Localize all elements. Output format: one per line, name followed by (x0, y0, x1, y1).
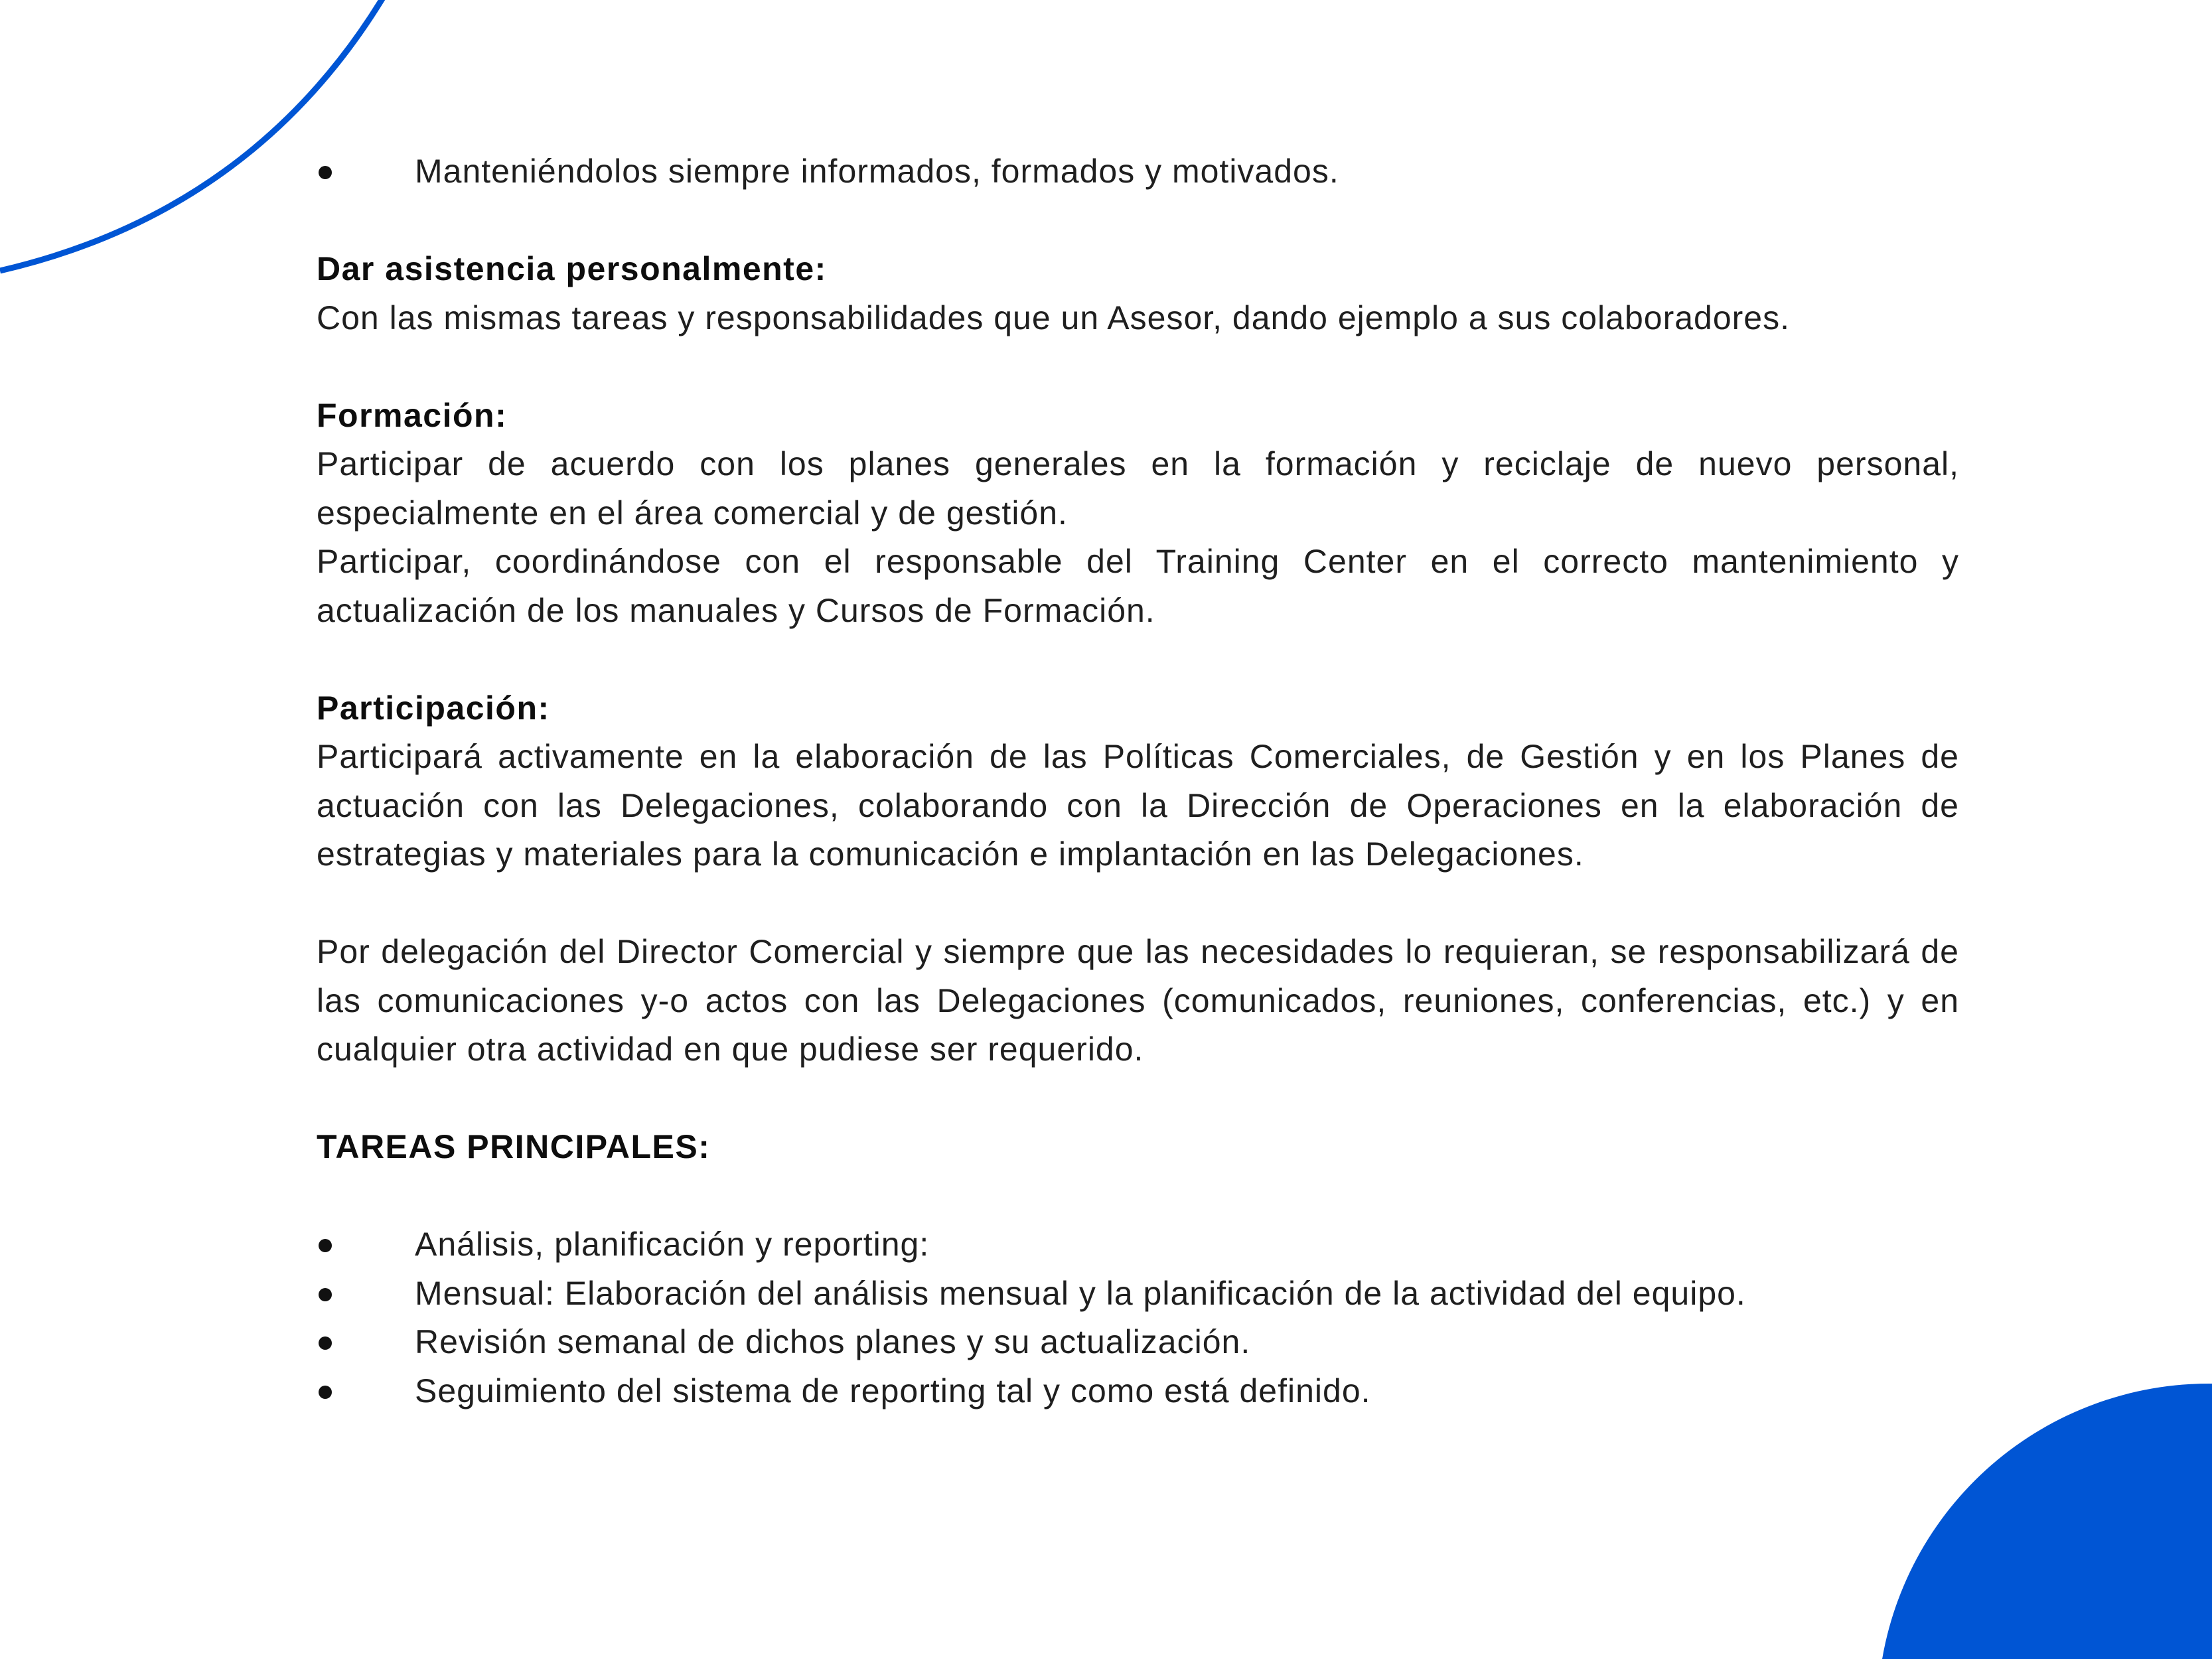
list-item (317, 1220, 1959, 1269)
bullet-icon (319, 1336, 332, 1350)
bullet-icon (319, 166, 332, 179)
bullet-icon (319, 1288, 332, 1301)
list-item (317, 1269, 1959, 1319)
bottom-right-circle (1880, 1384, 2212, 1659)
list-item-text: Análisis, planificación y reporting: (415, 1226, 930, 1263)
list-item-text: Manteniéndolos siempre informados, formados y motivados. (415, 153, 1339, 190)
section-heading: TAREAS PRINCIPALES: (317, 1128, 711, 1165)
tareas-bullet-list (317, 1220, 1959, 1415)
paragraph: Participará activamente en la elaboración de las Políticas Comerciales, de Gestión y en los Planes de actuación con las Delegaciones, colaborando con la Dirección de Operaciones en la elaboración de estrategias y materiales para la comunicación e implantación en las Delegaciones. (317, 738, 1959, 873)
list-item (317, 1318, 1959, 1367)
document-body (317, 147, 1959, 1415)
list-item-text: Seguimiento del sistema de reporting tal y como está definido. (415, 1372, 1371, 1409)
list-item (317, 1367, 1959, 1416)
section-delegacion (317, 928, 1959, 1074)
section-participacion (317, 684, 1959, 879)
paragraph: Por delegación del Director Comercial y siempre que las necesidades lo requieran, se responsabilizará de las comunicaciones y-o actos con las Delegaciones (comunicados, reuniones, conferencias, etc.) y en cualquier otra actividad en que pudiese ser requerido. (317, 933, 1959, 1068)
intro-bullet-list (317, 147, 1959, 196)
section-heading: Dar asistencia personalmente: (317, 250, 827, 287)
section-tareas (317, 1123, 1959, 1415)
list-item-text: Mensual: Elaboración del análisis mensual y la planificación de la actividad del equipo. (415, 1274, 1746, 1312)
section-heading: Participación: (317, 689, 550, 727)
bullet-icon (319, 1386, 332, 1399)
paragraph: Participar de acuerdo con los planes generales en la formación y reciclaje de nuevo personal, especialmente en el área comercial y de gestión. (317, 445, 1959, 532)
list-item-text: Revisión semanal de dichos planes y su actualización. (415, 1323, 1251, 1360)
list-item (317, 147, 1959, 196)
section-asistencia (317, 245, 1959, 342)
paragraph: Participar, coordinándose con el responsable del Training Center en el correcto mantenimiento y actualización de los manuales y Cursos de Formación. (317, 543, 1959, 629)
bullet-icon (319, 1239, 332, 1252)
section-heading: Formación: (317, 396, 508, 434)
section-text: Con las mismas tareas y responsabilidades que un Asesor, dando ejemplo a sus colaboradores. (317, 299, 1791, 336)
section-formacion (317, 392, 1959, 636)
